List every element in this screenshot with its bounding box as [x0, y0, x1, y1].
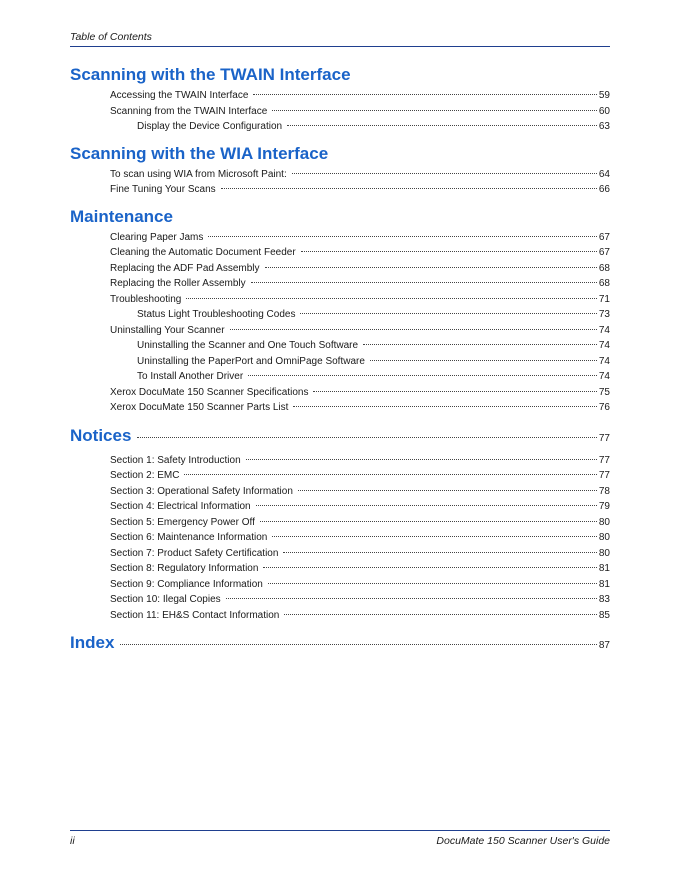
toc-entry[interactable] — [110, 104, 610, 120]
toc-entry[interactable] — [110, 261, 610, 277]
toc-entry[interactable] — [110, 577, 610, 593]
dot-leader — [260, 521, 597, 522]
dot-leader — [370, 360, 597, 361]
toc-entry-page: 77 — [598, 470, 610, 481]
toc-entry-page: 67 — [598, 247, 610, 258]
toc-entry[interactable] — [110, 167, 610, 183]
toc-entry[interactable] — [110, 592, 610, 608]
dot-leader — [283, 552, 596, 553]
toc-entry-title: Fine Tuning Your Scans — [110, 184, 216, 195]
toc-entry-page: 80 — [598, 516, 610, 528]
table-of-contents — [70, 64, 610, 666]
toc-entry[interactable] — [110, 499, 610, 515]
toc-section — [70, 64, 610, 135]
toc-entry-title: Uninstalling the Scanner and One Touch Software — [137, 340, 359, 351]
dot-leader — [248, 375, 597, 376]
dot-leader — [256, 505, 597, 506]
toc-entry-title: Accessing the TWAIN Interface — [110, 90, 249, 101]
toc-entry[interactable] — [110, 468, 610, 484]
toc-entry-page: 81 — [598, 563, 610, 574]
toc-section — [70, 206, 610, 416]
toc-entry-page: 67 — [598, 231, 610, 243]
toc-entry[interactable] — [110, 530, 610, 546]
toc-entry-page: 85 — [598, 609, 610, 621]
toc-entry[interactable] — [110, 323, 610, 339]
toc-entry-title: Status Light Troubleshooting Codes — [137, 309, 296, 320]
dot-leader — [226, 598, 597, 599]
toc-entry-page: 77 — [598, 454, 610, 466]
toc-entry-page: 68 — [598, 278, 610, 289]
page-header — [70, 30, 610, 47]
toc-entry-title: Replacing the ADF Pad Assembly — [110, 262, 260, 274]
toc-entry[interactable] — [110, 88, 610, 104]
dot-leader — [253, 94, 596, 95]
dot-leader — [268, 583, 597, 584]
toc-entry-page: 80 — [598, 532, 610, 543]
dot-leader — [186, 298, 597, 299]
toc-entry-title: Uninstalling Your Scanner — [110, 324, 225, 336]
toc-entry-page: 74 — [598, 340, 610, 351]
toc-entry[interactable] — [110, 245, 610, 261]
toc-entry[interactable] — [110, 385, 610, 401]
dot-leader — [265, 267, 597, 268]
toc-entry-title: Troubleshooting — [110, 293, 182, 305]
toc-entry-page: 74 — [598, 324, 610, 336]
toc-entry-title: Replacing the Roller Assembly — [110, 278, 246, 289]
footer-guide-title: DocuMate 150 Scanner User's Guide — [436, 835, 610, 847]
section-title[interactable]: Maintenance — [70, 206, 173, 226]
dot-leader — [251, 282, 597, 283]
dot-leader — [363, 344, 597, 345]
toc-entry-title: Section 11: EH&S Contact Information — [110, 609, 280, 621]
toc-entry-title: Section 10: Ilegal Copies — [110, 594, 221, 605]
toc-entry-page: 83 — [598, 594, 610, 605]
toc-entry-title: Section 5: Emergency Power Off — [110, 516, 255, 528]
toc-entry-title: To scan using WIA from Microsoft Paint: — [110, 168, 287, 180]
toc-entry-page: 81 — [598, 578, 610, 590]
toc-entry-page: 79 — [598, 501, 610, 512]
toc-entry-page: 63 — [598, 121, 610, 132]
dot-leader — [301, 251, 597, 252]
toc-entry-title: Section 9: Compliance Information — [110, 578, 263, 590]
dot-leader — [246, 459, 597, 460]
toc-entry[interactable] — [110, 400, 610, 416]
toc-entry-title: Section 4: Electrical Information — [110, 501, 251, 512]
section-heading-link[interactable] — [70, 424, 610, 451]
toc-entry-page: 60 — [598, 105, 610, 117]
toc-entry-page: 68 — [598, 262, 610, 274]
toc-entry-page: 76 — [598, 402, 610, 413]
section-title[interactable]: Scanning with the TWAIN Interface — [70, 65, 351, 84]
toc-entry[interactable] — [110, 292, 610, 308]
toc-entry-title: Uninstalling the PaperPort and OmniPage Software — [137, 355, 365, 367]
dot-leader — [313, 391, 596, 392]
footer-rule — [70, 830, 610, 831]
dot-leader — [272, 110, 597, 111]
toc-entry[interactable] — [110, 230, 610, 246]
toc-entry-title: Clearing Paper Jams — [110, 231, 204, 243]
toc-entry-page: 74 — [598, 355, 610, 367]
section-title: Index — [70, 633, 115, 652]
toc-entry-page: 75 — [598, 386, 610, 398]
toc-entry-title: Section 7: Product Safety Certification — [110, 547, 279, 559]
dot-leader — [272, 536, 597, 537]
dot-leader — [184, 474, 596, 475]
toc-section — [70, 424, 610, 624]
dot-leader — [284, 614, 597, 615]
page-footer — [70, 830, 610, 848]
toc-entry[interactable] — [110, 561, 610, 577]
toc-entry-page: 66 — [598, 184, 610, 195]
dot-leader — [293, 406, 596, 407]
toc-entry-title: Xerox DocuMate 150 Scanner Specifications — [110, 386, 309, 398]
dot-leader — [221, 188, 597, 189]
dot-leader — [292, 173, 597, 174]
toc-entry-page: 64 — [598, 168, 610, 180]
toc-entry-title: Scanning from the TWAIN Interface — [110, 105, 268, 117]
toc-entry[interactable] — [110, 276, 610, 292]
section-page-number: 77 — [598, 432, 610, 444]
toc-entry[interactable] — [110, 515, 610, 531]
toc-entry[interactable] — [137, 369, 610, 385]
toc-entry-title: Xerox DocuMate 150 Scanner Parts List — [110, 402, 289, 413]
dot-leader — [208, 236, 597, 237]
toc-entry-title: Section 8: Regulatory Information — [110, 563, 259, 574]
toc-section — [70, 143, 610, 198]
toc-entry[interactable] — [110, 453, 610, 469]
toc-entry-title: Section 2: EMC — [110, 470, 180, 481]
header-rule — [70, 46, 610, 47]
toc-entry[interactable] — [137, 354, 610, 370]
toc-entry[interactable] — [110, 484, 610, 500]
toc-entry-page: 80 — [598, 547, 610, 559]
toc-entry-page: 74 — [598, 371, 610, 382]
dot-leader — [137, 437, 596, 438]
dot-leader — [230, 329, 597, 330]
toc-section — [70, 631, 610, 658]
toc-entry[interactable] — [137, 338, 610, 354]
toc-entry[interactable] — [137, 119, 610, 135]
toc-entry-page: 59 — [598, 90, 610, 101]
section-title: Notices — [70, 425, 132, 445]
toc-entry-page: 71 — [598, 293, 610, 305]
toc-entry-title: Display the Device Configuration — [137, 121, 283, 132]
section-page-number: 87 — [598, 640, 610, 651]
dot-leader — [120, 644, 596, 645]
toc-entry-title: Section 3: Operational Safety Information — [110, 485, 293, 497]
toc-entry-title: To Install Another Driver — [137, 371, 244, 382]
toc-entry-title: Section 6: Maintenance Information — [110, 532, 268, 543]
footer-page-number: ii — [70, 835, 75, 847]
section-heading-link[interactable] — [70, 631, 610, 658]
toc-entry[interactable] — [110, 608, 610, 624]
toc-entry-page: 78 — [598, 485, 610, 497]
toc-entry[interactable] — [110, 546, 610, 562]
dot-leader — [263, 567, 596, 568]
dot-leader — [287, 125, 597, 126]
toc-entry-page: 73 — [598, 309, 610, 320]
dot-leader — [298, 490, 597, 491]
section-title[interactable]: Scanning with the WIA Interface — [70, 143, 329, 163]
toc-entry-title: Cleaning the Automatic Document Feeder — [110, 247, 296, 258]
toc-entry-title: Section 1: Safety Introduction — [110, 454, 241, 466]
toc-entry[interactable] — [137, 307, 610, 323]
header-title: Table of Contents — [70, 31, 152, 43]
toc-entry[interactable] — [110, 182, 610, 198]
dot-leader — [300, 313, 596, 314]
